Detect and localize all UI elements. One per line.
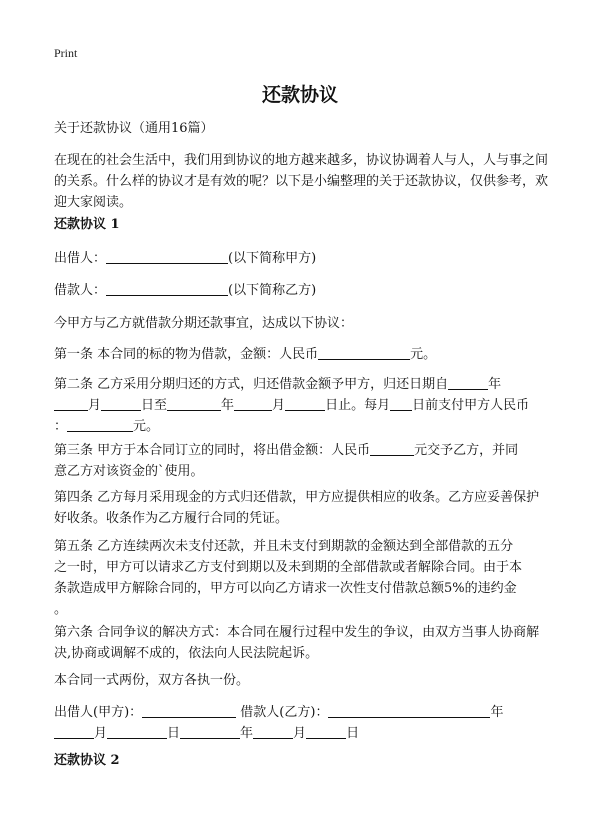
amount-blank <box>318 345 410 360</box>
copies-statement: 本合同一式两份，双方各执一份。 <box>54 673 250 688</box>
borrower-suffix: (以下简称乙方) <box>228 283 317 298</box>
lender-line <box>54 248 550 269</box>
section-2-heading: 还款协议 2 <box>54 753 120 768</box>
borrower-line <box>54 280 550 301</box>
lender-suffix: (以下简称甲方) <box>228 251 317 266</box>
signature-block: 出借人(甲方)： 借款人(乙方)： 年 月 日 年 月 日 <box>54 705 504 741</box>
clause-1: 第一条 本合同的标的物为借款，金额：人民币 元。 <box>54 347 437 362</box>
document-title: 还款协议 <box>261 84 338 106</box>
lender-signature-label: 出借人(甲方)： <box>54 705 143 720</box>
borrower-label: 借款人： <box>54 283 107 298</box>
clause-4: 第四条 乙方每月采用现金的方式归还借款，甲方应提供相应的收条。乙方应妥善保护好收条。收条作为乙方履行合同的凭证。 <box>54 490 540 526</box>
intro-paragraph: 在现在的社会生活中，我们用到协议的地方越来越多，协议协调着人与人，人与事之间的关系。什么样的协议才是有效的呢？以下是小编整理的关于还款协议，仅供参考，欢迎大家阅读。 <box>54 153 549 210</box>
lender-blank <box>106 249 228 264</box>
document-subtitle: 关于还款协议（通用16篇） <box>54 121 214 136</box>
clause-2: 第二条 乙方采用分期归还的方式，归还借款金额予甲方，归还日期自 年 月 日至 年 月 日止。每月 日前支付甲方人民币 ： 元。 <box>54 377 530 434</box>
print-link[interactable]: Print <box>54 46 78 60</box>
borrower-signature-label: 借款人(乙方)： <box>240 705 329 720</box>
clause-3: 第三条 甲方于本合同订立的同时，将出借金额：人民币 元交予乙方，并同 意乙方对该资金的`使用。 <box>54 443 519 479</box>
clause-6: 第六条 合同争议的解决方式：本合同在履行过程中发生的争议，由双方当事人协商解决,协商或调解不成的，依法向人民法院起诉。 <box>54 625 540 661</box>
section-1-heading: 还款协议 1 <box>54 217 120 232</box>
borrower-blank <box>106 281 228 296</box>
lender-label: 出借人： <box>54 251 107 266</box>
agreement-intro: 今甲方与乙方就借款分期还款事宜，达成以下协议： <box>54 316 354 331</box>
clause-5: 第五条 乙方连续两次未支付还款，并且未支付到期款的金额达到全部借款的五分 之一时，甲方可以请求乙方支付到期以及未到期的全部借款或者解除合同。由于本 条款造成甲方解除合同的，甲方可以向乙方请求一次性支付借款总额5%的违约金 。 <box>54 539 523 617</box>
